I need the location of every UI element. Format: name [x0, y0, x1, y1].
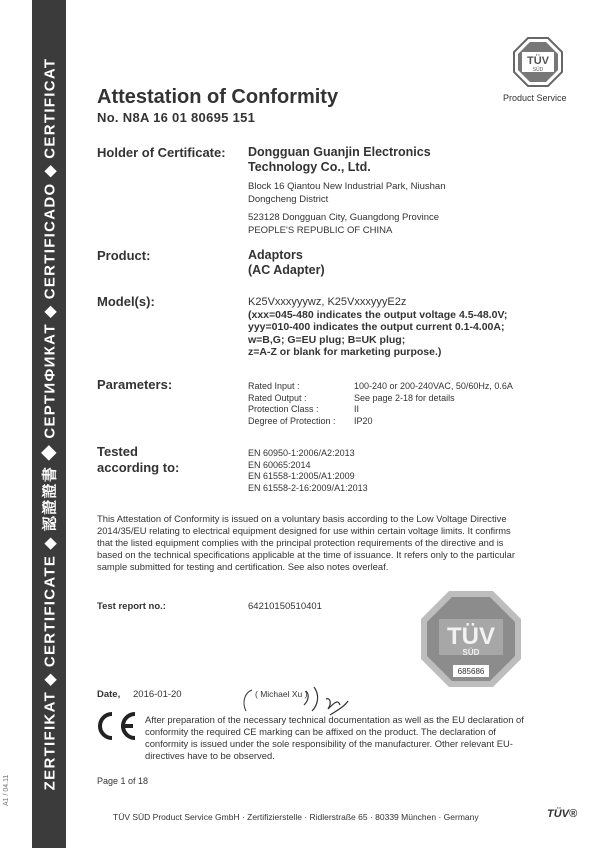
product-line: (AC Adapter)	[248, 263, 325, 277]
parameter-value: 100-240 or 200-240VAC, 50/60Hz, 0.6A	[354, 381, 513, 391]
logo-subtext: SÜD	[532, 67, 544, 73]
parameter-value: II	[354, 404, 360, 414]
tested-label	[97, 444, 179, 476]
parameter-value: IP20	[354, 415, 373, 426]
parameters-label: Parameters:	[97, 377, 173, 392]
test-report-number: 64210150510401	[248, 601, 322, 612]
model-line: yyy=010-400 indicates the output current 0.1-4.00A;	[248, 321, 505, 333]
model-line: K25Vxxxyyywz, K25VxxxyyyE2z	[248, 296, 407, 308]
seal-text: TÜV	[447, 623, 495, 650]
tuv-logo-icon	[513, 37, 563, 87]
models-list	[248, 296, 507, 359]
standards-list	[248, 448, 368, 494]
conformity-statement: This Attestation of Conformity is issued on a voluntary basis according to the Low Voltage Directive 2014/35/EU relating to electrical equipment designed for use within certain voltage limits. It confirms that the listed equipment complies with the principal protection requirements of the directive and is based on the technical specifications applicable at the time of issuance. It refers only to the particular sample submitted for testing and certification. See also notes overleaf.	[97, 513, 515, 572]
margin-mark: A1 / 04.11	[3, 774, 10, 806]
signer-name: ( Michael Xu )	[255, 689, 308, 699]
address-line: 523128 Dongguan City, Guangdong Province	[248, 212, 440, 223]
parameters-table	[248, 381, 513, 427]
holder-name-line: Dongguan Guanjin Electronics	[248, 145, 431, 159]
product-line: Adaptors	[248, 248, 303, 262]
holder-address	[248, 180, 446, 237]
parameter-key: Rated Output :	[248, 392, 307, 403]
product-label: Product:	[97, 248, 151, 263]
holder-name	[248, 145, 431, 175]
seal-number: 685686	[457, 667, 485, 676]
seal-subtext: SÜD	[462, 648, 480, 657]
product-service-label: Product Service	[503, 93, 567, 103]
date-label: Date,	[97, 689, 121, 700]
address-line: Dongcheng District	[248, 194, 329, 205]
certificate-number: No. N8A 16 01 80695 151	[97, 110, 256, 125]
parameter-row	[248, 404, 513, 416]
tested-label-line: according to:	[97, 460, 180, 475]
parameter-key: Degree of Protection :	[248, 415, 336, 426]
logo-text: TÜV	[527, 55, 549, 67]
date-value: 2016-01-20	[133, 689, 182, 700]
standard-item: EN 60065:2014	[248, 459, 311, 470]
tuv-seal-icon	[419, 589, 523, 689]
model-line: z=A-Z or blank for marketing purpose.)	[248, 346, 442, 358]
standard-item: EN 61558-2-16:2009/A1:2013	[248, 482, 368, 493]
holder-label: Holder of Certificate:	[97, 145, 226, 160]
page-number: Page 1 of 18	[97, 776, 149, 786]
parameter-row	[248, 393, 513, 405]
standard-item: EN 61558-1:2005/A1:2009	[248, 471, 355, 481]
parameter-row	[248, 416, 513, 428]
address-line: Block 16 Qiantou New Industrial Park, Niushan	[248, 181, 446, 192]
test-report-label: Test report no.:	[97, 601, 166, 612]
parameter-key: Protection Class :	[248, 404, 319, 414]
tested-label-line: Tested	[97, 444, 138, 459]
sidebar-text: ZERTIFIKAT ◆ CERTIFICATE ◆ 認證證書 ◆ СЕРТИФИКАТ ◆ CERTIFICADO ◆ CERTIFICAT	[41, 57, 59, 791]
standard-item: EN 60950-1:2006/A2:2013	[248, 448, 355, 458]
ce-mark-icon	[93, 711, 139, 741]
parameter-value: See page 2-18 for details	[354, 392, 455, 403]
models-label: Model(s):	[97, 294, 155, 309]
holder-name-line: Technology Co., Ltd.	[248, 160, 371, 174]
document-title: Attestation of Conformity	[97, 86, 339, 108]
model-line: w=B,G; G=EU plug; B=UK plug;	[248, 333, 406, 346]
footer-brand: TÜV®	[547, 808, 578, 820]
parameter-key: Rated Input :	[248, 381, 300, 391]
model-line: (xxx=045-480 indicates the output voltage 4.5-48.0V;	[248, 308, 508, 321]
ce-statement: After preparation of the necessary technical documentation as well as the EU declaration of conformity the required CE marking can be affixed on the product. The declaration of conformity is issued under the sole responsibility of the manufacturer. Other relevant EU-directives have to be observed.	[145, 714, 524, 761]
address-line: PEOPLE'S REPUBLIC OF CHINA	[248, 225, 393, 236]
footer-address: TÜV SÜD Product Service GmbH · Zertifizierstelle · Ridlerstraße 65 · 80339 München · Germany	[113, 812, 479, 822]
parameter-row	[248, 381, 513, 393]
product-value	[248, 248, 325, 278]
